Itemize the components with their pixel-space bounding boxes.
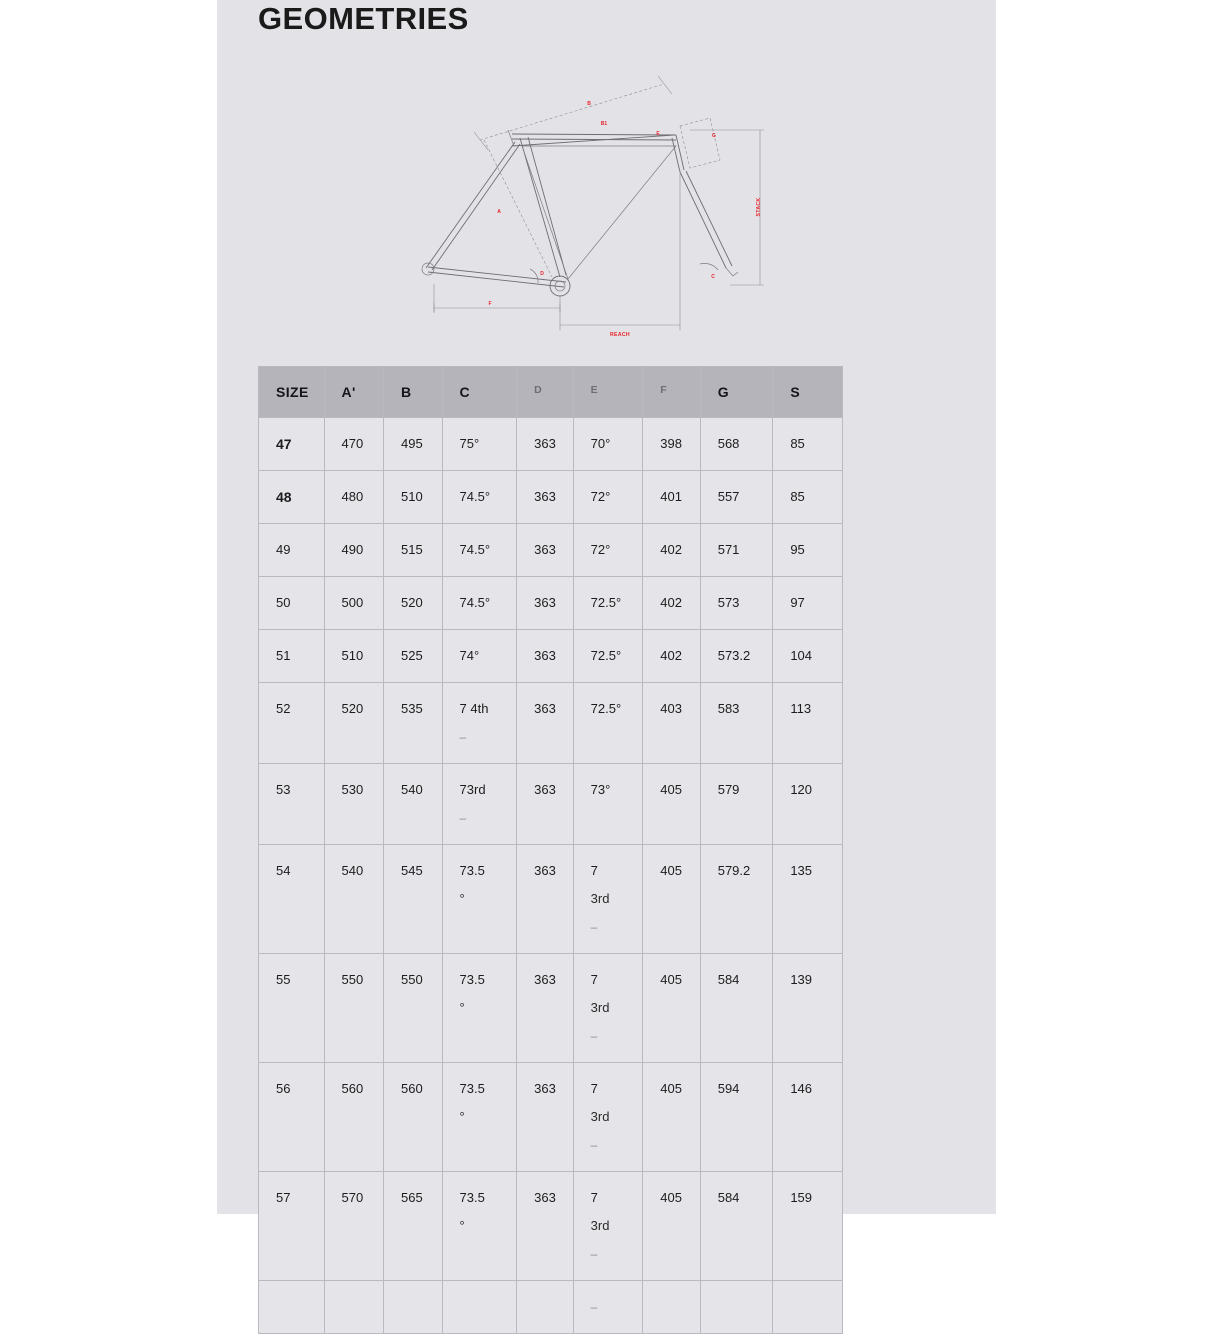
- cell-s-line: 139: [790, 972, 813, 987]
- cell-c: [442, 954, 517, 1063]
- cell-b-line: 515: [401, 542, 423, 557]
- cell-s-line: 85: [790, 489, 805, 504]
- cell-b-line: 510: [401, 489, 423, 504]
- cell-f-line: 398: [660, 436, 682, 451]
- cell-s: [773, 683, 843, 764]
- table-header: [259, 367, 843, 418]
- cell-c: [442, 1172, 517, 1281]
- column-header-b[interactable]: B: [384, 367, 443, 418]
- cell-size: [259, 1172, 325, 1281]
- cell-a: [324, 471, 384, 524]
- cell-b: [384, 683, 443, 764]
- cell-g-line: 568: [717, 436, 740, 451]
- cell-c-line: 74.5°: [459, 542, 491, 557]
- cell-f-line: 403: [660, 701, 682, 716]
- cell-f-line: 405: [660, 972, 682, 987]
- diagram-label-e: E: [656, 131, 660, 137]
- cell-s-line: 120: [790, 782, 813, 797]
- cell-d: [517, 1281, 573, 1334]
- cell-f: [643, 418, 700, 471]
- cell-size-line: 49: [276, 542, 291, 557]
- cell-a-line: 480: [341, 489, 364, 504]
- cell-b-line: 565: [401, 1190, 423, 1205]
- cell-s: [773, 764, 843, 845]
- cell-size: [259, 471, 325, 524]
- cell-d-line: 363: [534, 542, 556, 557]
- cell-f-line: 401: [660, 489, 682, 504]
- cell-f: [643, 524, 700, 577]
- diagram-label-c: C: [711, 274, 715, 280]
- cell-b-line: 495: [401, 436, 423, 451]
- table-row: [259, 954, 843, 1063]
- cell-e-line: 3rd: [590, 1109, 610, 1124]
- cell-d: [517, 764, 573, 845]
- table-row: [259, 683, 843, 764]
- cell-g: [700, 845, 773, 954]
- cell-f: [643, 764, 700, 845]
- cell-a: [324, 764, 384, 845]
- cell-b-line: 540: [401, 782, 423, 797]
- cell-g: [700, 1281, 773, 1334]
- cell-b: [384, 1281, 443, 1334]
- cell-s: [773, 1172, 843, 1281]
- cell-s-line: 104: [790, 648, 813, 663]
- cell-f-line: 402: [660, 648, 682, 663]
- cell-c-line: 73rd: [459, 782, 486, 797]
- cell-e: [573, 954, 643, 1063]
- cell-c: [442, 845, 517, 954]
- cell-f: [643, 1063, 700, 1172]
- cell-e-line: –: [590, 1300, 598, 1314]
- cell-s-line: 95: [790, 542, 805, 557]
- cell-c-line: 73.5: [459, 1081, 485, 1096]
- cell-s: [773, 471, 843, 524]
- cell-e: [573, 630, 643, 683]
- cell-a-line: 540: [341, 863, 364, 878]
- cell-d-line: 363: [534, 436, 556, 451]
- cell-a: [324, 954, 384, 1063]
- table-row: [259, 845, 843, 954]
- cell-s-line: 85: [790, 436, 805, 451]
- cell-g-line: 579.2: [717, 863, 751, 878]
- cell-c: [442, 764, 517, 845]
- cell-f-line: 405: [660, 863, 682, 878]
- cell-s-line: 113: [790, 701, 812, 716]
- cell-size: [259, 954, 325, 1063]
- cell-c: [442, 577, 517, 630]
- column-header-f[interactable]: F: [643, 367, 700, 418]
- table-header-row: [259, 367, 843, 418]
- cell-g: [700, 524, 773, 577]
- cell-b: [384, 1063, 443, 1172]
- cell-d-line: 363: [534, 863, 556, 878]
- cell-b: [384, 577, 443, 630]
- cell-size-line: 51: [276, 648, 291, 663]
- cell-e-line: 7: [590, 863, 598, 878]
- cell-c: [442, 471, 517, 524]
- cell-d: [517, 845, 573, 954]
- table-row: [259, 418, 843, 471]
- column-header-c[interactable]: C: [442, 367, 517, 418]
- cell-a: [324, 1063, 384, 1172]
- cell-e: [573, 683, 643, 764]
- cell-a: [324, 845, 384, 954]
- cell-e: [573, 418, 643, 471]
- cell-c-line: 74.5°: [459, 595, 491, 610]
- cell-d-line: 363: [534, 595, 556, 610]
- cell-b: [384, 764, 443, 845]
- cell-d-line: 363: [534, 701, 556, 716]
- cell-c: [442, 683, 517, 764]
- cell-e-line: 72.5°: [590, 648, 622, 663]
- column-header-g[interactable]: G: [700, 367, 773, 418]
- cell-g: [700, 683, 773, 764]
- cell-d: [517, 630, 573, 683]
- cell-size: [259, 845, 325, 954]
- cell-e: [573, 1063, 643, 1172]
- table-row: [259, 1172, 843, 1281]
- cell-size: [259, 524, 325, 577]
- cell-c: [442, 1281, 517, 1334]
- cell-f: [643, 630, 700, 683]
- cell-d: [517, 1172, 573, 1281]
- cell-b-line: 535: [401, 701, 423, 716]
- cell-g: [700, 630, 773, 683]
- diagram-label-a: A: [497, 209, 501, 215]
- cell-c: [442, 630, 517, 683]
- cell-size-line: 57: [276, 1190, 291, 1205]
- cell-e: [573, 845, 643, 954]
- cell-s-line: 97: [790, 595, 805, 610]
- cell-b: [384, 471, 443, 524]
- cell-e-line: 72°: [590, 542, 611, 557]
- cell-e-line: 72.5°: [590, 595, 622, 610]
- cell-a-line: 490: [341, 542, 364, 557]
- cell-s-line: 159: [790, 1190, 813, 1205]
- cell-d: [517, 1063, 573, 1172]
- cell-f-line: 405: [660, 1081, 682, 1096]
- cell-c-line: 73.5: [459, 972, 485, 987]
- cell-e-line: –: [590, 1247, 598, 1261]
- cell-size: [259, 1063, 325, 1172]
- cell-size: [259, 630, 325, 683]
- cell-d: [517, 954, 573, 1063]
- cell-c-line: 74°: [459, 648, 480, 663]
- table-row: [259, 524, 843, 577]
- cell-e-line: 3rd: [590, 1000, 610, 1015]
- cell-e: [573, 764, 643, 845]
- cell-b-line: 560: [401, 1081, 423, 1096]
- cell-e: [573, 1281, 643, 1334]
- column-header-s[interactable]: S: [773, 367, 843, 418]
- cell-s-line: 135: [790, 863, 813, 878]
- cell-a-line: 530: [341, 782, 364, 797]
- cell-f: [643, 1281, 700, 1334]
- cell-s: [773, 577, 843, 630]
- cell-g: [700, 471, 773, 524]
- cell-e-line: 73°: [590, 782, 611, 797]
- cell-size-line: 48: [276, 489, 292, 505]
- cell-g-line: 573: [717, 595, 740, 610]
- cell-f: [643, 683, 700, 764]
- cell-f-line: 402: [660, 595, 682, 610]
- cell-a-line: 510: [341, 648, 364, 663]
- cell-d: [517, 683, 573, 764]
- cell-b-line: 525: [401, 648, 423, 663]
- cell-b: [384, 418, 443, 471]
- cell-a: [324, 524, 384, 577]
- diagram-label-d: D: [540, 271, 544, 277]
- cell-f-line: 405: [660, 782, 682, 797]
- cell-size: [259, 683, 325, 764]
- page-title: GEOMETRIES: [258, 1, 469, 36]
- bicycle-frame-geometry-diagram: [408, 72, 792, 338]
- cell-a-line: 500: [341, 595, 364, 610]
- cell-s: [773, 845, 843, 954]
- cell-g: [700, 1172, 773, 1281]
- diagram-label-g: G: [712, 133, 716, 139]
- cell-s-line: 146: [790, 1081, 813, 1096]
- cell-a: [324, 577, 384, 630]
- cell-f: [643, 845, 700, 954]
- cell-c-line: 75°: [459, 436, 480, 451]
- cell-g: [700, 577, 773, 630]
- table-row: [259, 471, 843, 524]
- cell-b-line: 545: [401, 863, 423, 878]
- cell-e-line: 70°: [590, 436, 611, 451]
- column-header-d[interactable]: D: [517, 367, 573, 418]
- cell-f: [643, 471, 700, 524]
- cell-c-line: 7 4th: [459, 701, 489, 716]
- cell-a: [324, 1281, 384, 1334]
- cell-s: [773, 418, 843, 471]
- cell-e-line: –: [590, 920, 598, 934]
- cell-d: [517, 418, 573, 471]
- diagram-label-b: B: [587, 101, 591, 107]
- cell-e-line: 7: [590, 972, 598, 987]
- cell-e: [573, 524, 643, 577]
- cell-a-line: 520: [341, 701, 364, 716]
- cell-e-line: 7: [590, 1190, 598, 1205]
- diagram-label-b1: B1: [600, 121, 608, 127]
- cell-g: [700, 954, 773, 1063]
- cell-s: [773, 524, 843, 577]
- cell-a-line: 570: [341, 1190, 364, 1205]
- cell-a: [324, 683, 384, 764]
- cell-s: [773, 630, 843, 683]
- cell-a: [324, 630, 384, 683]
- cell-e-line: 3rd: [590, 891, 610, 906]
- cell-d-line: 363: [534, 782, 556, 797]
- cell-e: [573, 471, 643, 524]
- cell-size-line: 56: [276, 1081, 291, 1096]
- cell-size-line: 50: [276, 595, 291, 610]
- cell-a: [324, 418, 384, 471]
- table-row: [259, 577, 843, 630]
- cell-s: [773, 1063, 843, 1172]
- cell-c: [442, 1063, 517, 1172]
- cell-e-line: –: [590, 1029, 598, 1043]
- cell-e-line: –: [590, 1138, 598, 1152]
- cell-size-line: 52: [276, 701, 291, 716]
- diagram-label-stack: STACK: [756, 197, 762, 217]
- cell-g-line: 571: [717, 542, 740, 557]
- cell-a: [324, 1172, 384, 1281]
- cell-b: [384, 954, 443, 1063]
- cell-size-line: 55: [276, 972, 291, 987]
- cell-g: [700, 418, 773, 471]
- cell-e-line: 72.5°: [590, 701, 622, 716]
- cell-b: [384, 845, 443, 954]
- cell-a-line: 560: [341, 1081, 364, 1096]
- cell-s: [773, 1281, 843, 1334]
- cell-a-line: 470: [341, 436, 364, 451]
- table-row: [259, 630, 843, 683]
- cell-b: [384, 524, 443, 577]
- cell-a-line: 550: [341, 972, 364, 987]
- cell-b: [384, 630, 443, 683]
- cell-g-line: 584: [717, 1190, 740, 1205]
- cell-s: [773, 954, 843, 1063]
- table-row: [259, 1063, 843, 1172]
- geometry-table: [258, 366, 843, 1334]
- cell-d: [517, 577, 573, 630]
- cell-size-line: 53: [276, 782, 291, 797]
- cell-f: [643, 577, 700, 630]
- table-row: [259, 1281, 843, 1334]
- cell-d-line: 363: [534, 648, 556, 663]
- cell-b: [384, 1172, 443, 1281]
- cell-c-line: 73.5: [459, 863, 485, 878]
- cell-c-line: 73.5: [459, 1190, 485, 1205]
- cell-e-line: 7: [590, 1081, 598, 1096]
- cell-d-line: 363: [534, 972, 556, 987]
- column-header-size[interactable]: SIZE: [259, 367, 325, 418]
- cell-g: [700, 764, 773, 845]
- cell-e-line: 72°: [590, 489, 611, 504]
- cell-g-line: 573.2: [717, 648, 751, 663]
- cell-size: [259, 418, 325, 471]
- cell-d-line: 363: [534, 1190, 556, 1205]
- cell-size: [259, 1281, 325, 1334]
- diagram-label-f: F: [488, 301, 492, 307]
- table-row: [259, 764, 843, 845]
- cell-d: [517, 524, 573, 577]
- cell-f: [643, 954, 700, 1063]
- cell-c-line: °: [459, 891, 465, 906]
- cell-g: [700, 1063, 773, 1172]
- cell-e: [573, 577, 643, 630]
- cell-e: [573, 1172, 643, 1281]
- cell-size: [259, 764, 325, 845]
- column-header-e[interactable]: E: [573, 367, 643, 418]
- cell-size-line: 54: [276, 863, 291, 878]
- cell-c-line: 74.5°: [459, 489, 491, 504]
- cell-b-line: 520: [401, 595, 423, 610]
- cell-d-line: 363: [534, 1081, 556, 1096]
- cell-g-line: 557: [717, 489, 740, 504]
- table-body: [259, 418, 843, 1334]
- cell-g-line: 594: [717, 1081, 740, 1096]
- cell-e-line: 3rd: [590, 1218, 610, 1233]
- cell-d-line: 363: [534, 489, 556, 504]
- cell-c-line: °: [459, 1000, 465, 1015]
- cell-c-line: –: [459, 730, 467, 744]
- cell-c-line: °: [459, 1109, 465, 1124]
- cell-c: [442, 418, 517, 471]
- cell-g-line: 584: [717, 972, 740, 987]
- column-header-a[interactable]: A': [324, 367, 384, 418]
- cell-c: [442, 524, 517, 577]
- cell-f: [643, 1172, 700, 1281]
- cell-c-line: –: [459, 811, 467, 825]
- cell-b-line: 550: [401, 972, 423, 987]
- cell-c-line: °: [459, 1218, 465, 1233]
- cell-size: [259, 577, 325, 630]
- cell-g-line: 579: [717, 782, 740, 797]
- cell-size-line: 47: [276, 436, 292, 452]
- cell-f-line: 405: [660, 1190, 682, 1205]
- diagram-label-reach: REACH: [610, 332, 630, 338]
- cell-f-line: 402: [660, 542, 682, 557]
- cell-d: [517, 471, 573, 524]
- cell-g-line: 583: [717, 701, 740, 716]
